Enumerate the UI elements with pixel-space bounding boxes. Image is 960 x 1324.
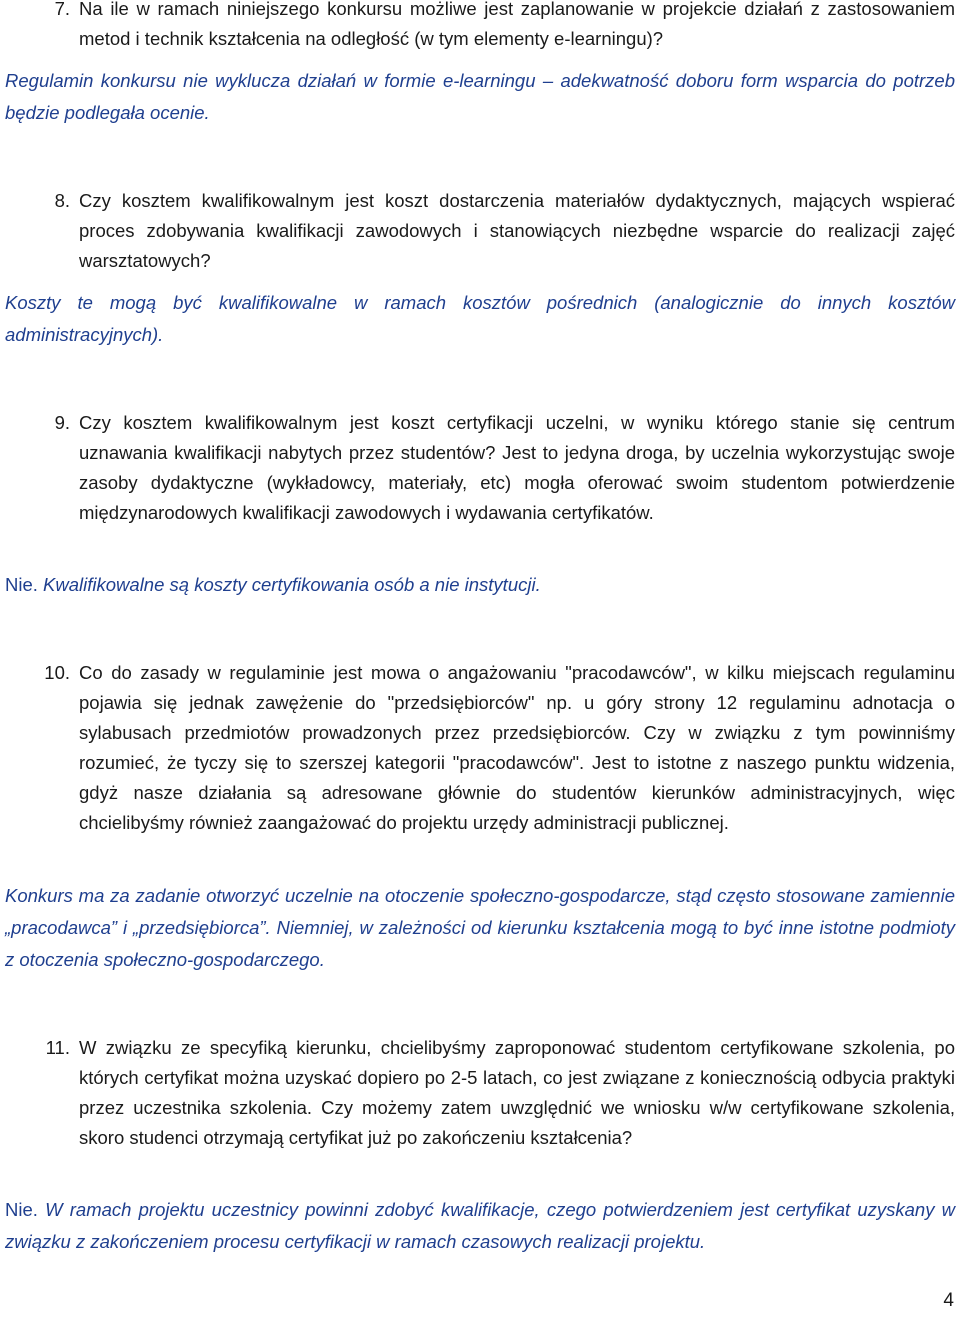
- question-11: [0, 1033, 955, 1153]
- question-number: 9.: [54, 412, 70, 433]
- question-text: Co do zasady w regulaminie jest mowa o angażowaniu "pracodawców", w kilku miejscach regulaminu pojawia się jednak zawężenie do "przedsiębiorców" np. u góry strony 12 regulaminu adnotacja o sylabusach przedmiotów prowadzonych przez przedsiębiorców. Czy w związku z tym powinniśmy rozumieć, że tyczy się to szerszej kategorii "pracodawców". Jest to istotne z naszego punktu widzenia, gdyż nasze działania są adresowane głównie do studentów kierunków administracyjnych, więc chcielibyśmy również zaangażować do projektu urzędy administracji publicznej.: [79, 662, 955, 833]
- question-9: [0, 408, 955, 528]
- answer-text: W ramach projektu uczestnicy powinni zdobyć kwalifikacje, czego potwierdzeniem jest certyfikat uzyskany w związku z zakończeniem procesu certyfikacji w ramach czasowych realizacji projektu.: [5, 1199, 956, 1252]
- question-number: 10.: [44, 662, 70, 683]
- question-text: W związku ze specyfiką kierunku, chcielibyśmy zaproponować studentom certyfikowane szkolenia, po których certyfikat można uzyskać dopiero po 2-5 latach, co jest związane z koniecznością odbycia praktyki przez uczestnika szkolenia. Czy możemy zatem uwzględnić we wniosku w/w certyfikowane szkolenia, skoro studenci otrzymają certyfikat już po zakończeniu kształcenia?: [79, 1037, 955, 1148]
- answer-prefix: Nie.: [5, 1199, 38, 1220]
- answer-10: [5, 880, 955, 976]
- answer-text: Konkurs ma za zadanie otworzyć uczelnie na otoczenie społeczno-gospodarcze, stąd często stosowane zamiennie „pracodawca” i „przedsiębiorca”. Niemniej, w zależności od kierunku kształcenia mogą to być inne istotne podmioty z otoczenia społeczno-gospodarczego.: [5, 885, 955, 970]
- answer-text: Koszty te mogą być kwalifikowalne w ramach kosztów pośrednich (analogicznie do innych kosztów administracyjnych).: [5, 292, 955, 345]
- question-text: Na ile w ramach niniejszego konkursu możliwe jest zaplanowanie w projekcie działań z zastosowaniem metod i technik kształcenia na odległość (w tym elementy e-learningu)?: [79, 0, 955, 49]
- question-8: [0, 186, 955, 276]
- question-text: Czy kosztem kwalifikowalnym jest koszt dostarczenia materiałów dydaktycznych, mających wspierać proces zdobywania kwalifikacji zawodowych i stanowiących niezbędne wsparcie do realizacji zajęć warsztatowych?: [79, 190, 955, 271]
- answer-8: [5, 287, 955, 351]
- answer-9: [5, 569, 955, 601]
- page-number: 4: [943, 1290, 954, 1311]
- answer-7: [5, 65, 955, 129]
- question-10: [0, 658, 955, 838]
- answer-text: Regulamin konkursu nie wyklucza działań w formie e-learningu – adekwatność doboru form wsparcia do potrzeb będzie podlegała ocenie.: [5, 70, 955, 123]
- answer-prefix: Nie.: [5, 574, 38, 595]
- question-7: [0, 0, 955, 54]
- question-number: 8.: [54, 190, 70, 211]
- answer-text: Kwalifikowalne są koszty certyfikowania osób a nie instytucji.: [43, 574, 541, 595]
- answer-11: [5, 1194, 955, 1258]
- question-number: 11.: [45, 1037, 70, 1058]
- question-number: 7.: [54, 0, 70, 19]
- question-text: Czy kosztem kwalifikowalnym jest koszt certyfikacji uczelni, w wyniku którego stanie się centrum uznawania kwalifikacji nabytych przez studentów? Jest to jedyna droga, by uczelnia wykorzystując swoje zasoby dydaktyczne (wykładowcy, materiały, etc) mogła oferować swoim studentom potwierdzenie międzynarodowych kwalifikacji zawodowych i wydawania certyfikatów.: [79, 412, 955, 523]
